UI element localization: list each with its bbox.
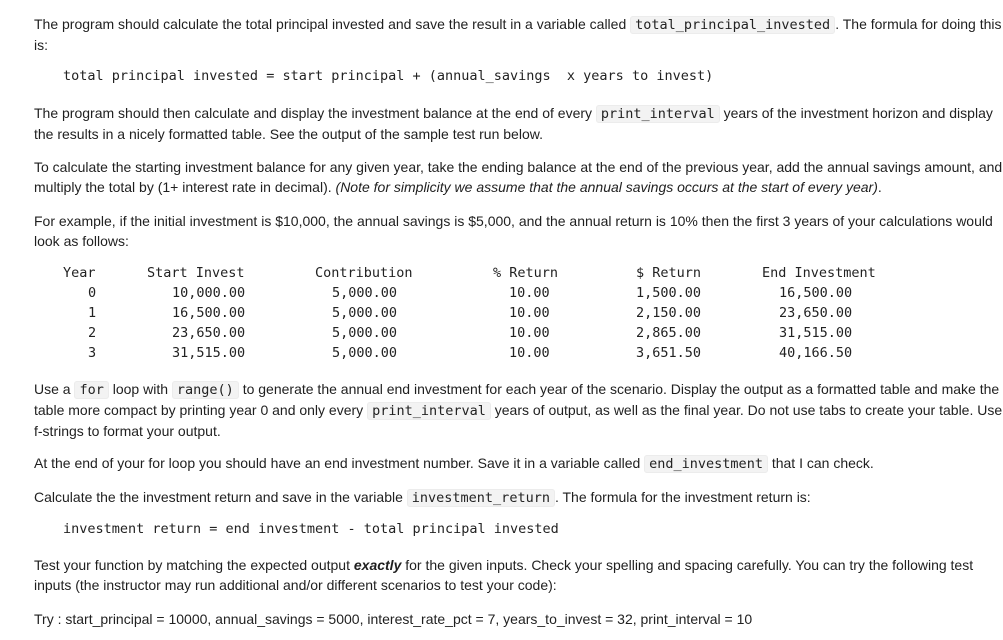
table-cell: 1,500.00 bbox=[636, 285, 702, 301]
column-header: $ Return bbox=[636, 265, 702, 281]
column-header: Year bbox=[63, 265, 96, 281]
table-cell: 31,515.00 bbox=[779, 325, 853, 341]
text: Calculate the the investment return and save in the variable bbox=[34, 489, 407, 505]
table-cell: 0 bbox=[88, 285, 97, 301]
text: To calculate the starting investment balance for any given year, take the ending balance at the end of the previous year, add the annual savings amount, and multiply the total by (1+ interest rate in decimal). bbox=[34, 159, 1003, 195]
table-cell: 16,500.00 bbox=[779, 285, 853, 301]
column-header: Contribution bbox=[315, 265, 413, 281]
paragraph-end-investment bbox=[34, 453, 1003, 474]
table-cell: 3,651.50 bbox=[636, 345, 702, 361]
table-cell: 5,000.00 bbox=[332, 305, 398, 321]
inline-code: range() bbox=[172, 381, 239, 399]
paragraph-test bbox=[34, 555, 1003, 595]
inline-code: investment_return bbox=[407, 489, 555, 507]
table-cell: 31,515.00 bbox=[172, 345, 246, 361]
paragraph-try-inputs: Try : start_principal = 10000, annual_savings = 5000, interest_rate_pct = 7, years_to_invest = 32, print_interval = 10 bbox=[34, 611, 753, 627]
table-cell: 5,000.00 bbox=[332, 345, 398, 361]
italic-note: (Note for simplicity we assume that the annual savings occurs at the start of every year) bbox=[335, 179, 878, 195]
table-cell: 10,000.00 bbox=[172, 285, 246, 301]
text: . The formula for doing this is: bbox=[34, 16, 1002, 53]
text: . bbox=[877, 179, 882, 195]
table-cell: 40,166.50 bbox=[779, 345, 853, 361]
bold-italic-emphasis: exactly bbox=[353, 557, 402, 573]
table-cell: 10.00 bbox=[509, 325, 550, 341]
paragraph-example: For example, if the initial investment is $10,000, the annual savings is $5,000, and the annual return is 10% then the first 3 years of your calculations would look as follows: bbox=[34, 213, 993, 249]
table-cell: 5,000.00 bbox=[332, 325, 398, 341]
text: Use a bbox=[34, 381, 75, 397]
table-cell: 10.00 bbox=[509, 345, 550, 361]
text: loop with bbox=[108, 381, 172, 397]
column-header: % Return bbox=[493, 265, 559, 281]
table-cell: 10.00 bbox=[509, 285, 550, 301]
text: Test your function by matching the expected output bbox=[34, 557, 354, 573]
paragraph-investment-return bbox=[34, 487, 1003, 508]
table-cell: 23,650.00 bbox=[779, 305, 853, 321]
table-cell: 2,150.00 bbox=[636, 305, 702, 321]
text: years of the investment horizon and display the results in a nicely formatted table. See the output of the sample test run below. bbox=[34, 105, 993, 142]
text: to generate the annual end investment for each year of the scenario. Display the output as a formatted table and make the table more compact by printing year 0 and only every bbox=[34, 381, 1000, 418]
table-cell: 1 bbox=[88, 305, 97, 321]
table-cell: 2,865.00 bbox=[636, 325, 702, 341]
table-cell: 5,000.00 bbox=[332, 285, 398, 301]
text: years of output, as well as the final year. Do not use tabs to create your table. Use f-strings to format your output. bbox=[34, 402, 1003, 439]
text: that I can check. bbox=[767, 455, 874, 471]
paragraph-for-loop bbox=[34, 379, 1003, 441]
column-header: End Investment bbox=[762, 265, 876, 281]
table-cell: 2 bbox=[88, 325, 97, 341]
table-cell: 16,500.00 bbox=[172, 305, 246, 321]
text: The program should calculate the total principal invested and save the result in a variable called bbox=[34, 16, 631, 32]
formula-total-principal: total principal invested = start principal + (annual_savings x years to invest) bbox=[63, 68, 714, 84]
table-cell: 10.00 bbox=[509, 305, 550, 321]
inline-code: for bbox=[74, 381, 108, 399]
inline-code: print_interval bbox=[367, 402, 491, 420]
formula-investment-return: investment return = end investment - total principal invested bbox=[63, 521, 559, 537]
text: for the given inputs. Check your spelling and spacing carefully. You can try the following test inputs (the instructor may run additional and/or different scenarios to test your code): bbox=[34, 557, 974, 593]
paragraph-display-balance bbox=[34, 103, 1003, 144]
column-header: Start Invest bbox=[147, 265, 245, 281]
paragraph-starting-balance bbox=[34, 157, 1003, 197]
text: At the end of your for loop you should have an end investment number. Save it in a variable called bbox=[34, 455, 645, 471]
inline-code: total_principal_invested bbox=[630, 16, 835, 34]
text: The program should then calculate and display the investment balance at the end of every bbox=[34, 105, 596, 121]
paragraph-total-principal bbox=[34, 14, 1003, 55]
inline-code: end_investment bbox=[644, 455, 768, 473]
text: . The formula for the investment return is: bbox=[554, 489, 811, 505]
table-cell: 3 bbox=[88, 345, 97, 361]
inline-code: print_interval bbox=[596, 105, 720, 123]
table-cell: 23,650.00 bbox=[172, 325, 246, 341]
